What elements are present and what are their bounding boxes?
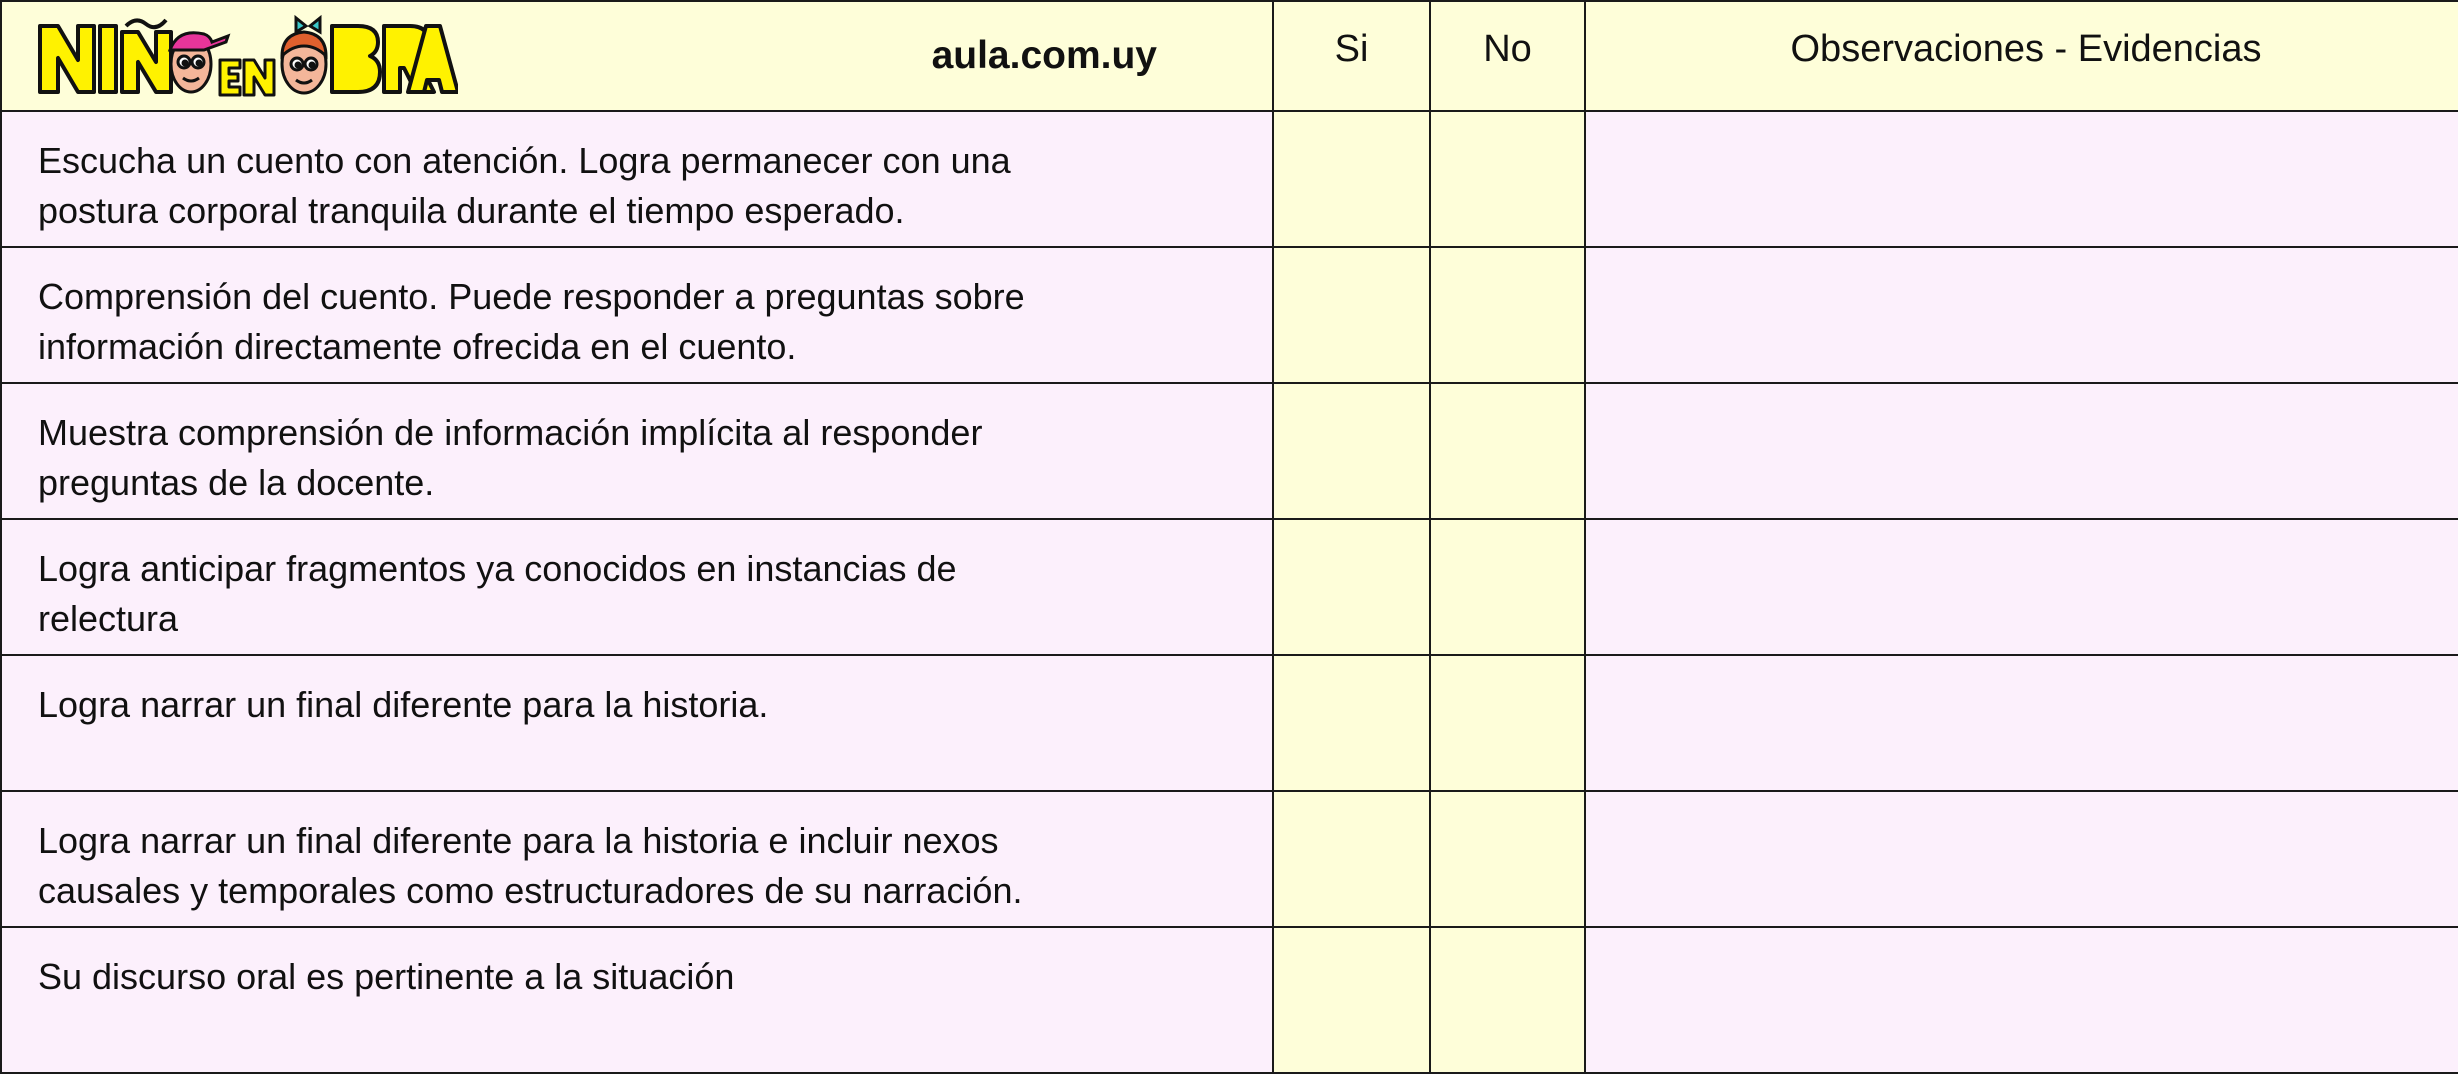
criterion-line: causales y temporales como estructuradores de su narración. [38, 870, 1023, 911]
col-header-si: Si [1273, 1, 1430, 111]
si-cell[interactable] [1273, 655, 1430, 791]
criterion-line: Escucha un cuento con atención. Logra permanecer con una [38, 140, 1011, 181]
no-cell[interactable] [1430, 383, 1585, 519]
criterion-cell [1, 383, 1273, 519]
no-cell[interactable] [1430, 927, 1585, 1073]
brand-cell [1, 1, 1273, 111]
observaciones-cell[interactable] [1585, 519, 2458, 655]
no-cell[interactable] [1430, 791, 1585, 927]
observaciones-cell[interactable] [1585, 383, 2458, 519]
criterion-line: Logra anticipar fragmentos ya conocidos en instancias de [38, 548, 957, 589]
col-header-no: No [1430, 1, 1585, 111]
table-row [1, 791, 2458, 927]
table-row [1, 247, 2458, 383]
header-row [1, 1, 2458, 111]
observaciones-cell[interactable] [1585, 655, 2458, 791]
criterion-cell [1, 655, 1273, 791]
table-row [1, 655, 2458, 791]
no-cell[interactable] [1430, 247, 1585, 383]
observaciones-cell[interactable] [1585, 791, 2458, 927]
logo-image [38, 14, 458, 98]
criterion-cell [1, 247, 1273, 383]
col-header-observaciones: Observaciones - Evidencias [1585, 1, 2458, 111]
observaciones-cell[interactable] [1585, 927, 2458, 1073]
criterion-line: Logra narrar un final diferente para la historia. [38, 684, 769, 725]
table-row [1, 383, 2458, 519]
si-cell[interactable] [1273, 383, 1430, 519]
criterion-cell [1, 927, 1273, 1073]
si-cell[interactable] [1273, 111, 1430, 247]
table-row [1, 927, 2458, 1073]
nino-en-obra-logo [38, 14, 458, 98]
observaciones-cell[interactable] [1585, 247, 2458, 383]
si-cell[interactable] [1273, 519, 1430, 655]
si-cell[interactable] [1273, 791, 1430, 927]
no-cell[interactable] [1430, 111, 1585, 247]
criterion-line: preguntas de la docente. [38, 462, 435, 503]
table-row [1, 111, 2458, 247]
no-cell[interactable] [1430, 519, 1585, 655]
criterion-line: relectura [38, 598, 179, 639]
criterion-cell [1, 791, 1273, 927]
criterion-line: postura corporal tranquila durante el tiempo esperado. [38, 190, 905, 231]
observaciones-cell[interactable] [1585, 111, 2458, 247]
criterion-line: Comprensión del cuento. Puede responder a preguntas sobre [38, 276, 1025, 317]
criterion-line: información directamente ofrecida en el cuento. [38, 326, 797, 367]
si-cell[interactable] [1273, 247, 1430, 383]
criterion-cell [1, 519, 1273, 655]
criterion-line: Su discurso oral es pertinente a la situación [38, 956, 735, 997]
table-row [1, 519, 2458, 655]
site-url: aula.com.uy [931, 34, 1157, 77]
criterion-line: Muestra comprensión de información implícita al responder [38, 412, 983, 453]
si-cell[interactable] [1273, 927, 1430, 1073]
criterion-cell [1, 111, 1273, 247]
no-cell[interactable] [1430, 655, 1585, 791]
criterion-line: Logra narrar un final diferente para la historia e incluir nexos [38, 820, 999, 861]
